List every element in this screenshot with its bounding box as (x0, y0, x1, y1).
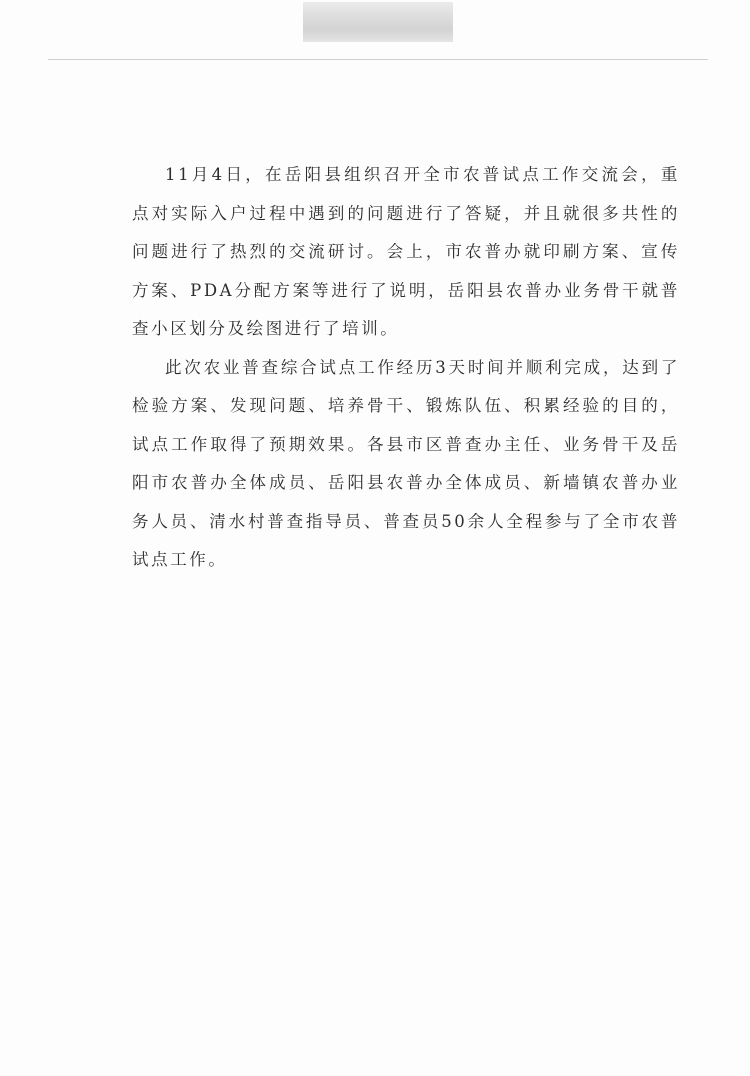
scan-artifact-strip (303, 2, 453, 42)
scan-artifact-line (48, 59, 708, 60)
paragraph-summary: 此次农业普查综合试点工作经历3天时间并顺利完成，达到了检验方案、发现问题、培养骨干、锻炼队伍、积累经验的目的，试点工作取得了预期效果。各县市区普查办主任、业务骨干及岳阳市农普办全体成员、岳阳县农普办全体成员、新墙镇农普办业务人员、清水村普查指导员、普查员50余人全程参与了全市农普试点工作。 (132, 357, 680, 569)
document-body (132, 156, 680, 580)
paragraph-meeting: 11月4日，在岳阳县组织召开全市农普试点工作交流会，重点对实际入户过程中遇到的问题进行了答疑，并且就很多共性的问题进行了热烈的交流研讨。会上，市农普办就印刷方案、宣传方案、PDA分配方案等进行了说明，岳阳县农普办业务骨干就普查小区划分及绘图进行了培训。 (132, 165, 680, 338)
